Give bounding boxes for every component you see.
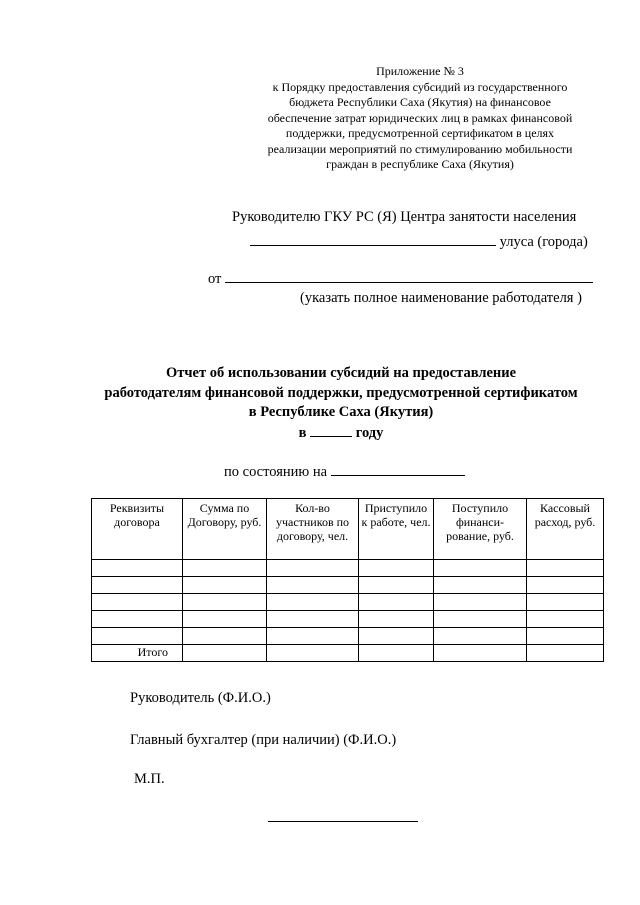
addressee-line: Руководителю ГКУ РС (Я) Центра занятости населения bbox=[232, 209, 577, 225]
table-row bbox=[92, 560, 604, 577]
table-cell[interactable] bbox=[267, 560, 359, 577]
from-label: от bbox=[208, 271, 222, 287]
header-cash-expense: Кассовый расход, руб. bbox=[527, 499, 604, 560]
table-cell[interactable] bbox=[92, 611, 183, 628]
table-row bbox=[92, 628, 604, 645]
table-cell[interactable] bbox=[359, 611, 434, 628]
appendix-line: Приложение № 3 bbox=[376, 64, 464, 78]
head-signature: Руководитель (Ф.И.О.) bbox=[130, 690, 271, 706]
from-row bbox=[208, 268, 593, 288]
title-line: Отчет об использовании субсидий на предоставление bbox=[165, 365, 517, 381]
region-blank-field[interactable] bbox=[250, 231, 496, 246]
table-cell[interactable] bbox=[267, 628, 359, 645]
table-row bbox=[92, 577, 604, 594]
table-cell[interactable] bbox=[92, 594, 183, 611]
header-started-work: Приступило к работе, чел. bbox=[359, 499, 434, 560]
accountant-signature: Главный бухгалтер (при наличии) (Ф.И.О.) bbox=[130, 732, 397, 748]
table-total-row bbox=[92, 645, 604, 662]
header-contract-details: Реквизиты договора bbox=[92, 499, 183, 560]
table-cell[interactable] bbox=[183, 594, 267, 611]
stamp-label: М.П. bbox=[134, 771, 165, 787]
employer-hint: (указать полное наименование работодателя ) bbox=[300, 290, 582, 306]
table-cell[interactable] bbox=[92, 628, 183, 645]
table-cell[interactable] bbox=[183, 577, 267, 594]
table-cell[interactable] bbox=[183, 645, 267, 662]
table-cell[interactable] bbox=[434, 594, 527, 611]
table-header-row bbox=[92, 499, 604, 560]
appendix-line: поддержки, предусмотренной сертификатом в целях bbox=[285, 126, 555, 140]
table-cell[interactable] bbox=[434, 577, 527, 594]
table-cell[interactable] bbox=[359, 594, 434, 611]
table-cell[interactable] bbox=[527, 594, 604, 611]
as-of-row bbox=[224, 461, 465, 481]
appendix-line: реализации мероприятий по стимулированию мобильности bbox=[267, 141, 573, 156]
region-suffix: улуса (города) bbox=[499, 234, 588, 250]
year-blank-field[interactable] bbox=[310, 423, 352, 437]
table-cell[interactable] bbox=[359, 560, 434, 577]
as-of-label: по состоянию на bbox=[224, 464, 328, 480]
appendix-header bbox=[240, 64, 600, 173]
employer-blank-field[interactable] bbox=[225, 268, 593, 283]
table-cell[interactable] bbox=[527, 560, 604, 577]
appendix-line: граждан в республике Саха (Якутия) bbox=[326, 157, 514, 171]
appendix-line: бюджета Республики Саха (Якутия) на финансовое bbox=[289, 95, 551, 109]
table-cell[interactable] bbox=[359, 628, 434, 645]
table-cell[interactable] bbox=[359, 577, 434, 594]
report-title bbox=[60, 364, 622, 443]
table-row bbox=[92, 611, 604, 628]
as-of-date-blank-field[interactable] bbox=[331, 461, 465, 476]
table-cell[interactable] bbox=[527, 577, 604, 594]
table-cell[interactable] bbox=[92, 577, 183, 594]
title-line: работодателям финансовой поддержки, предусмотренной сертификатом bbox=[104, 384, 578, 401]
header-participants: Кол-во участников по договору, чел. bbox=[267, 499, 359, 560]
table-cell[interactable] bbox=[183, 611, 267, 628]
table-cell[interactable] bbox=[434, 645, 527, 662]
table-cell[interactable] bbox=[267, 645, 359, 662]
table-row bbox=[92, 594, 604, 611]
table-cell[interactable] bbox=[527, 611, 604, 628]
table-cell[interactable] bbox=[434, 560, 527, 577]
table-cell[interactable] bbox=[267, 577, 359, 594]
header-contract-sum: Сумма по Договору, руб. bbox=[183, 499, 267, 560]
table-cell[interactable] bbox=[267, 611, 359, 628]
title-line: в Республике Саха (Якутия) bbox=[248, 404, 434, 420]
table-cell[interactable] bbox=[527, 628, 604, 645]
table-cell[interactable] bbox=[183, 628, 267, 645]
year-prefix: в bbox=[298, 424, 307, 441]
report-table bbox=[91, 498, 604, 662]
signature-line bbox=[268, 821, 418, 822]
table-cell[interactable] bbox=[359, 645, 434, 662]
total-label: Итого bbox=[92, 645, 183, 662]
table-cell[interactable] bbox=[434, 628, 527, 645]
addressee-region-row bbox=[250, 231, 588, 251]
title-year-row bbox=[60, 423, 622, 444]
appendix-line: к Порядку предоставления субсидий из государственного bbox=[272, 79, 568, 94]
table-cell[interactable] bbox=[267, 594, 359, 611]
table-cell[interactable] bbox=[92, 560, 183, 577]
table-cell[interactable] bbox=[434, 611, 527, 628]
year-suffix: году bbox=[355, 424, 384, 441]
table-cell[interactable] bbox=[527, 645, 604, 662]
header-funding-received: Поступило финанси-рование, руб. bbox=[434, 499, 527, 560]
appendix-line: обеспечение затрат юридических лиц в рамках финансовой bbox=[267, 110, 573, 125]
table-cell[interactable] bbox=[183, 560, 267, 577]
